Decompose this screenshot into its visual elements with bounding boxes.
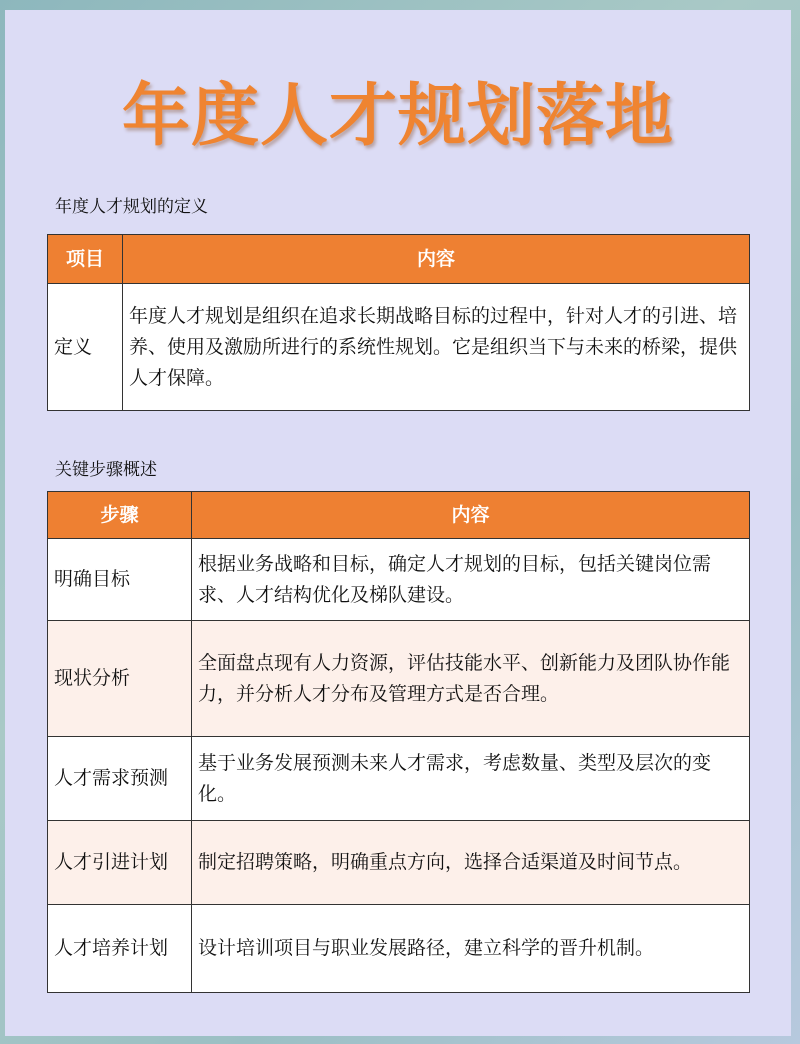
row-content: 年度人才规划是组织在追求长期战略目标的过程中，针对人才的引进、培养、使用及激励所进行的系统性规划。它是组织当下与未来的桥梁，提供人才保障。 [123, 284, 750, 411]
table-row [48, 905, 750, 993]
row-step: 人才需求预测 [48, 737, 192, 821]
row-content: 根据业务战略和目标，确定人才规划的目标，包括关键岗位需求、人才结构优化及梯队建设。 [192, 539, 750, 621]
definition-table [47, 234, 750, 411]
table-header-row [48, 235, 750, 284]
table-row [48, 737, 750, 821]
steps-heading: 关键步骤概述 [55, 460, 157, 480]
row-item: 定义 [48, 284, 123, 411]
row-step: 人才引进计划 [48, 821, 192, 905]
row-step: 明确目标 [48, 539, 192, 621]
row-content: 基于业务发展预测未来人才需求，考虑数量、类型及层次的变化。 [192, 737, 750, 821]
column-header-item: 项目 [48, 235, 123, 284]
row-step: 人才培养计划 [48, 905, 192, 993]
table-row [48, 621, 750, 737]
column-header-content: 内容 [192, 492, 750, 539]
table-row [48, 284, 750, 411]
steps-table [47, 491, 750, 993]
table-row [48, 539, 750, 621]
column-header-step: 步骤 [48, 492, 192, 539]
row-content: 设计培训项目与职业发展路径，建立科学的晋升机制。 [192, 905, 750, 993]
row-content: 制定招聘策略，明确重点方向，选择合适渠道及时间节点。 [192, 821, 750, 905]
column-header-content: 内容 [123, 235, 750, 284]
definition-heading: 年度人才规划的定义 [55, 197, 208, 217]
row-content: 全面盘点现有人力资源，评估技能水平、创新能力及团队协作能力，并分析人才分布及管理方式是否合理。 [192, 621, 750, 737]
table-row [48, 821, 750, 905]
content-panel [5, 10, 791, 1036]
table-header-row [48, 492, 750, 539]
row-step: 现状分析 [48, 621, 192, 737]
page-title: 年度人才规划落地 [121, 77, 674, 156]
